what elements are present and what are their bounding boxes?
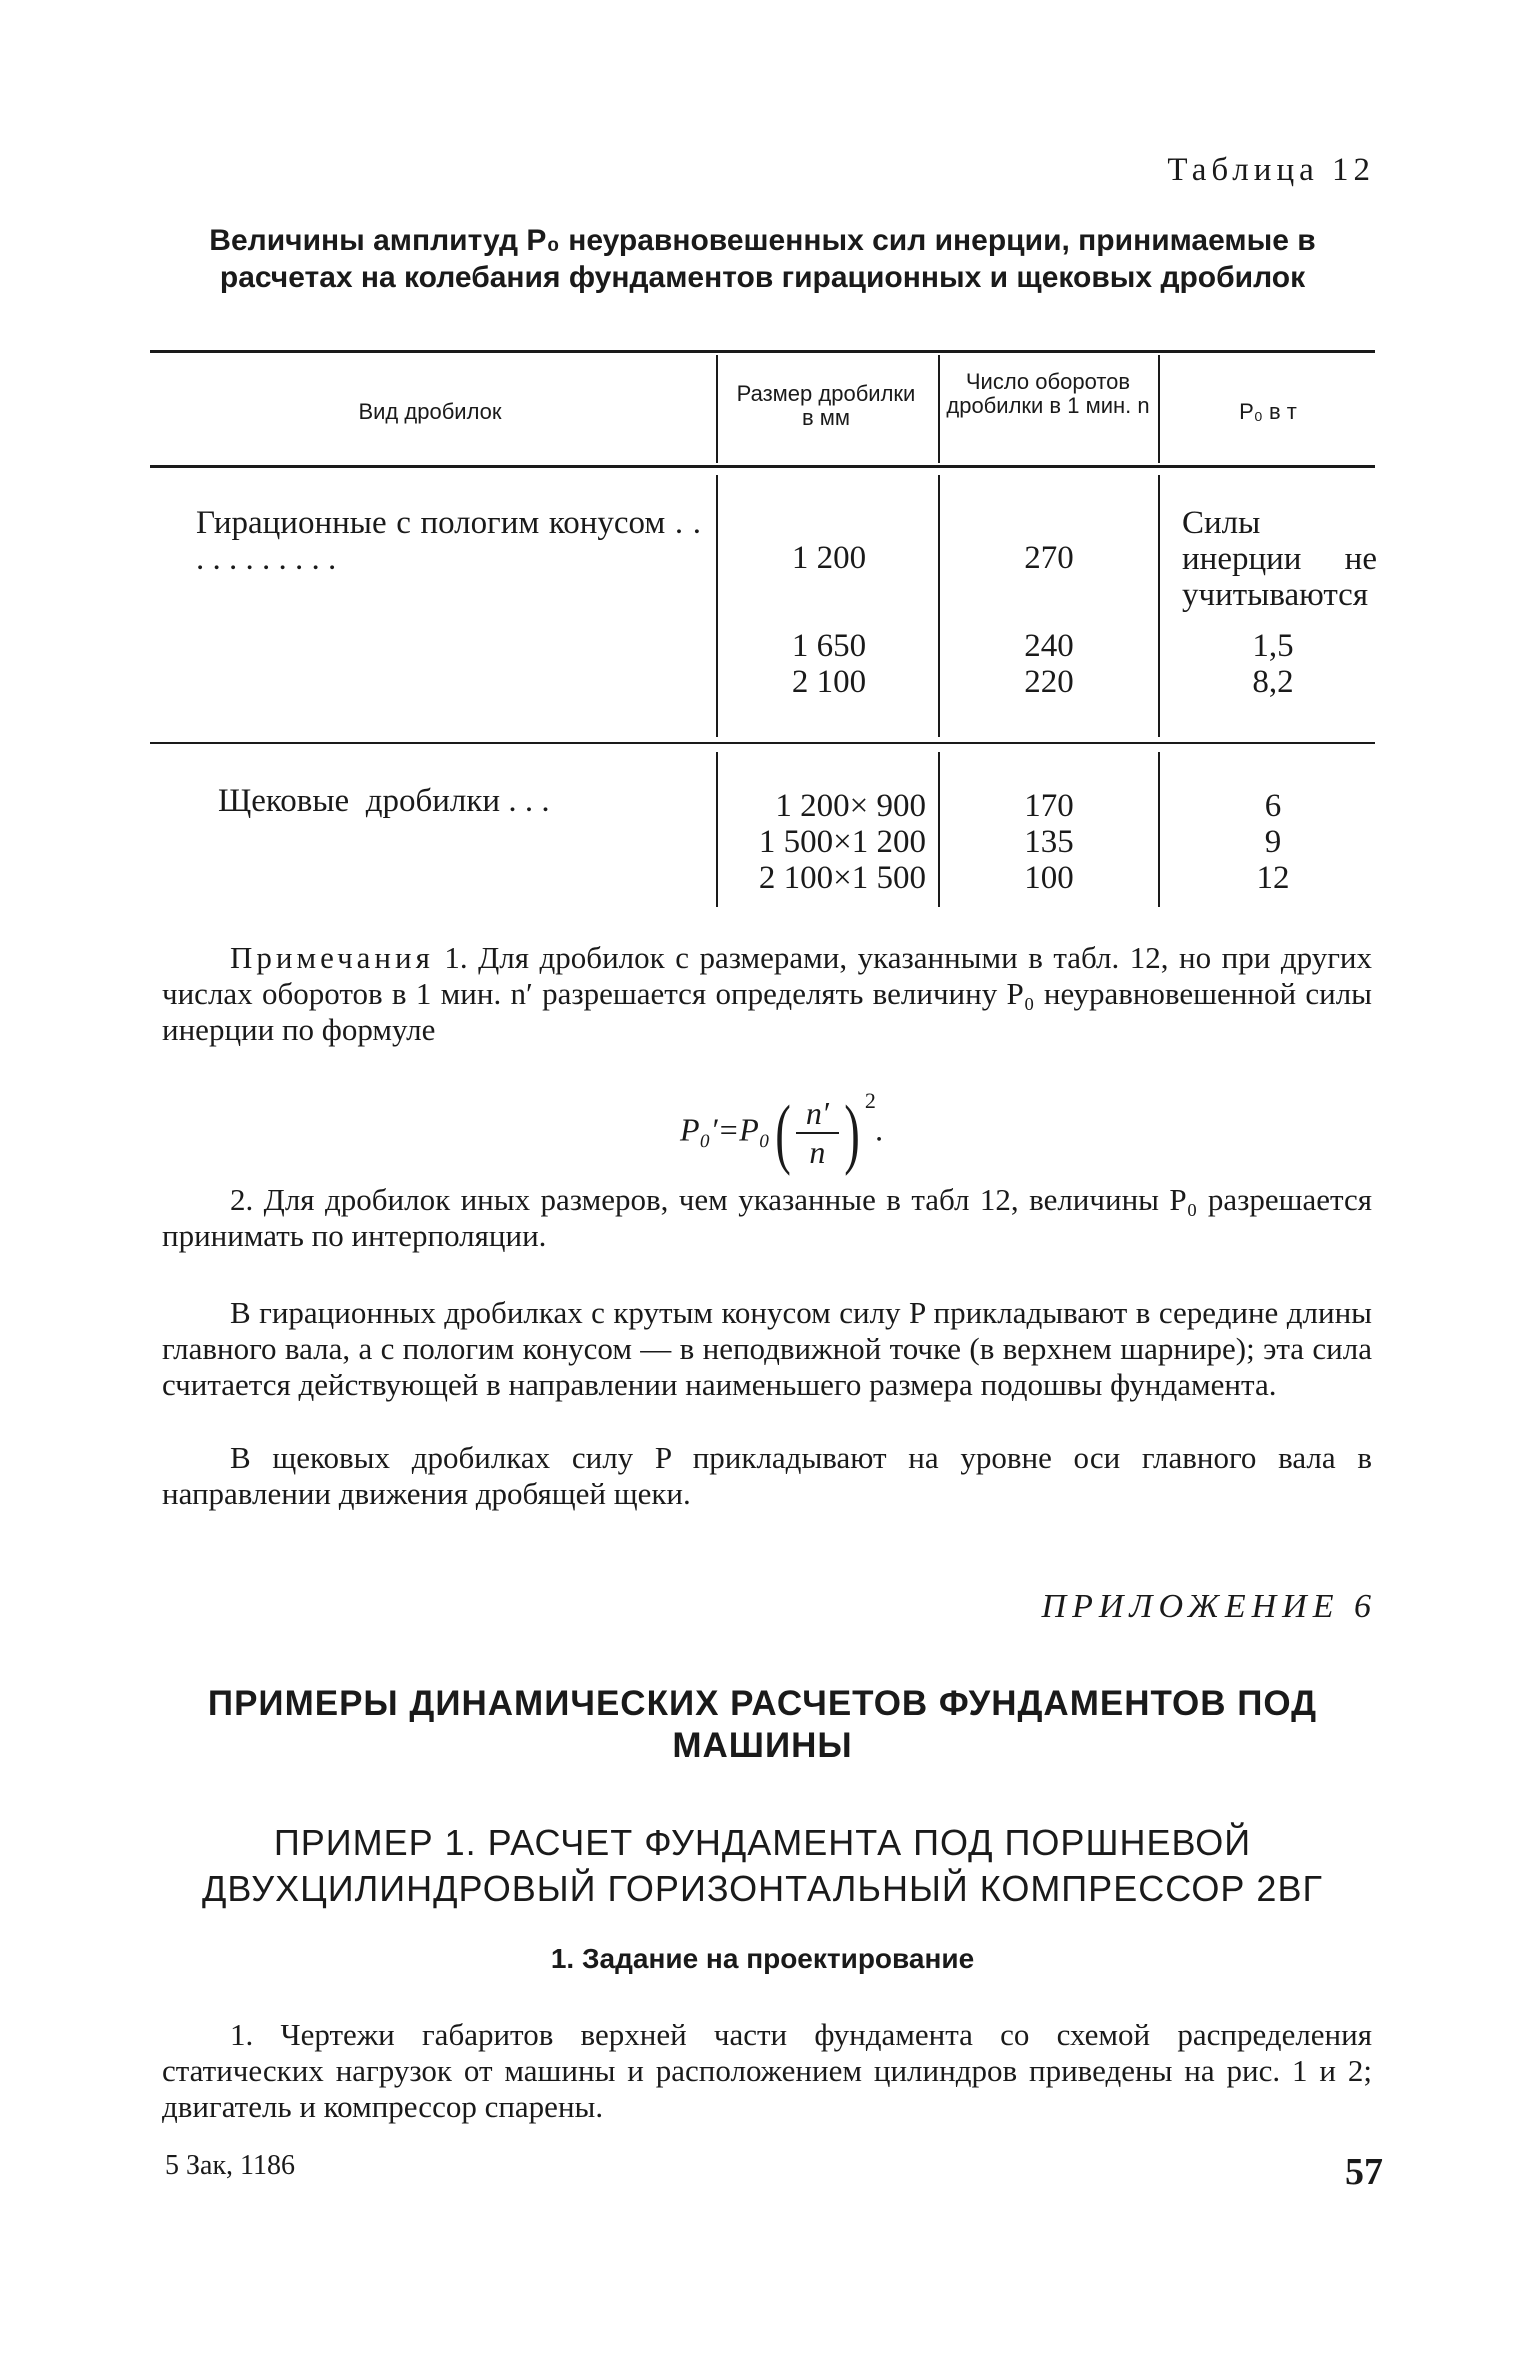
note-1 bbox=[162, 940, 1372, 1048]
table-vline bbox=[938, 475, 940, 737]
table-header-rule bbox=[150, 465, 1375, 468]
formula-exponent: 2 bbox=[864, 1088, 876, 1113]
table-cell-size: 1 650 bbox=[791, 628, 867, 664]
table-cell-size: 2 100 bbox=[791, 664, 867, 700]
formula-lhs: P₀′=P₀ bbox=[680, 1111, 770, 1148]
table-cell-size: 1 200× 900 bbox=[775, 788, 926, 824]
formula-open-paren: ( bbox=[775, 1089, 791, 1176]
table-header-type: Вид дробилок bbox=[358, 399, 502, 424]
table-vline bbox=[716, 752, 718, 907]
table-cell-size: 2 100×1 500 bbox=[758, 860, 926, 896]
table-cell-rpm: 240 bbox=[1024, 628, 1074, 664]
table-header-size: Размер дробилки в мм bbox=[736, 381, 916, 430]
table-vline bbox=[938, 752, 940, 907]
table-vline bbox=[1158, 475, 1160, 737]
table-cell-force: 1,5 bbox=[1252, 628, 1294, 664]
table-vline bbox=[1158, 355, 1160, 463]
formula-fraction bbox=[796, 1095, 839, 1171]
table-caption: Величины амплитуд P₀ неуравновешенных сил инерции, принимаемые в расчетах на колебания фундаментов гирационных и щековых дробилок bbox=[209, 224, 1316, 294]
formula-close-paren: ) bbox=[844, 1089, 860, 1176]
formula-end: . bbox=[875, 1111, 884, 1148]
table-vline bbox=[938, 355, 940, 463]
appendix-label: ПРИЛОЖЕНИЕ 6 bbox=[1041, 1588, 1377, 1625]
footer-order-number: 5 Зак, 1186 bbox=[165, 2150, 296, 2181]
formula-denominator: n bbox=[809, 1134, 826, 1170]
formula bbox=[680, 1088, 884, 1178]
note-1-text: 1. Для дробилок с размерами, указанными в табл. 12, но при других числах оборотов в 1 мин. n′ разрешается определять величину P₀ неуравновешенной силы инерции по формуле bbox=[162, 940, 1373, 1047]
table-vline bbox=[716, 355, 718, 463]
table-label: Таблица 12 bbox=[1167, 152, 1375, 188]
table-vline bbox=[1158, 752, 1160, 907]
notes-title: Примечания bbox=[230, 940, 434, 975]
table-cell-rpm: 270 bbox=[1024, 540, 1074, 576]
page-number: 57 bbox=[1345, 2151, 1383, 2193]
table-header-rpm: Число оборотов дробилки в 1 мин. n bbox=[946, 369, 1150, 418]
table-header-force: P₀ в т bbox=[1239, 399, 1297, 424]
table-cell-rpm: 135 bbox=[1024, 824, 1074, 860]
table-group-rule bbox=[150, 742, 1375, 744]
note-2: 2. Для дробилок иных размеров, чем указанные в табл 12, величины P₀ разрешается принимать по интерполяции. bbox=[162, 1182, 1372, 1253]
table-cell-size: 1 500×1 200 bbox=[758, 824, 926, 860]
body-paragraph-1: В гирационных дробилках с крутым конусом силу P прикладывают в середине длины главного вала, а с пологим конусом — в неподвижной точке (в верхнем шарнире); эта сила считается действующей в направлении наименьшего размера подошвы фундамента. bbox=[162, 1295, 1372, 1402]
table-cell-rpm: 100 bbox=[1024, 860, 1074, 896]
table-cell-force: Силы инерции не учитываются bbox=[1182, 505, 1377, 613]
table-cell-rpm: 220 bbox=[1024, 664, 1074, 700]
table-cell-force: 9 bbox=[1264, 824, 1282, 860]
table-cell-type: Щековые дробилки . . . bbox=[218, 783, 550, 819]
section-heading: ПРИМЕРЫ ДИНАМИЧЕСКИХ РАСЧЕТОВ ФУНДАМЕНТОВ ПОД МАШИНЫ bbox=[207, 1684, 1318, 1765]
formula-numerator: n′ bbox=[796, 1095, 839, 1134]
table-cell-force: 12 bbox=[1256, 860, 1290, 896]
table-cell-force: 6 bbox=[1264, 788, 1282, 824]
table-cell-rpm: 170 bbox=[1024, 788, 1074, 824]
body-paragraph-3: 1. Чертежи габаритов верхней части фундамента со схемой распределения статических нагрузок от машины и расположением цилиндров приведены на рис. 1 и 2; двигатель и компрессор спарены. bbox=[162, 2017, 1372, 2124]
example-heading: ПРИМЕР 1. РАСЧЕТ ФУНДАМЕНТА ПОД ПОРШНЕВОЙ ДВУХЦИЛИНДРОВЫЙ ГОРИЗОНТАЛЬНЫЙ КОМПРЕССОР 2ВГ bbox=[202, 1822, 1323, 1909]
table-vline bbox=[716, 475, 718, 737]
table-cell-size: 1 200 bbox=[791, 540, 867, 576]
table-cell-type: Гирационные с пологим конусом . . . . . . . . . . . bbox=[196, 505, 701, 577]
body-paragraph-2: В щековых дробилках силу P прикладывают на уровне оси главного вала в направлении движения дробящей щеки. bbox=[162, 1440, 1372, 1511]
subsection-heading: 1. Задание на проектирование bbox=[550, 1943, 975, 1974]
table-cell-force: 8,2 bbox=[1252, 664, 1294, 700]
table-top-rule bbox=[150, 350, 1375, 353]
